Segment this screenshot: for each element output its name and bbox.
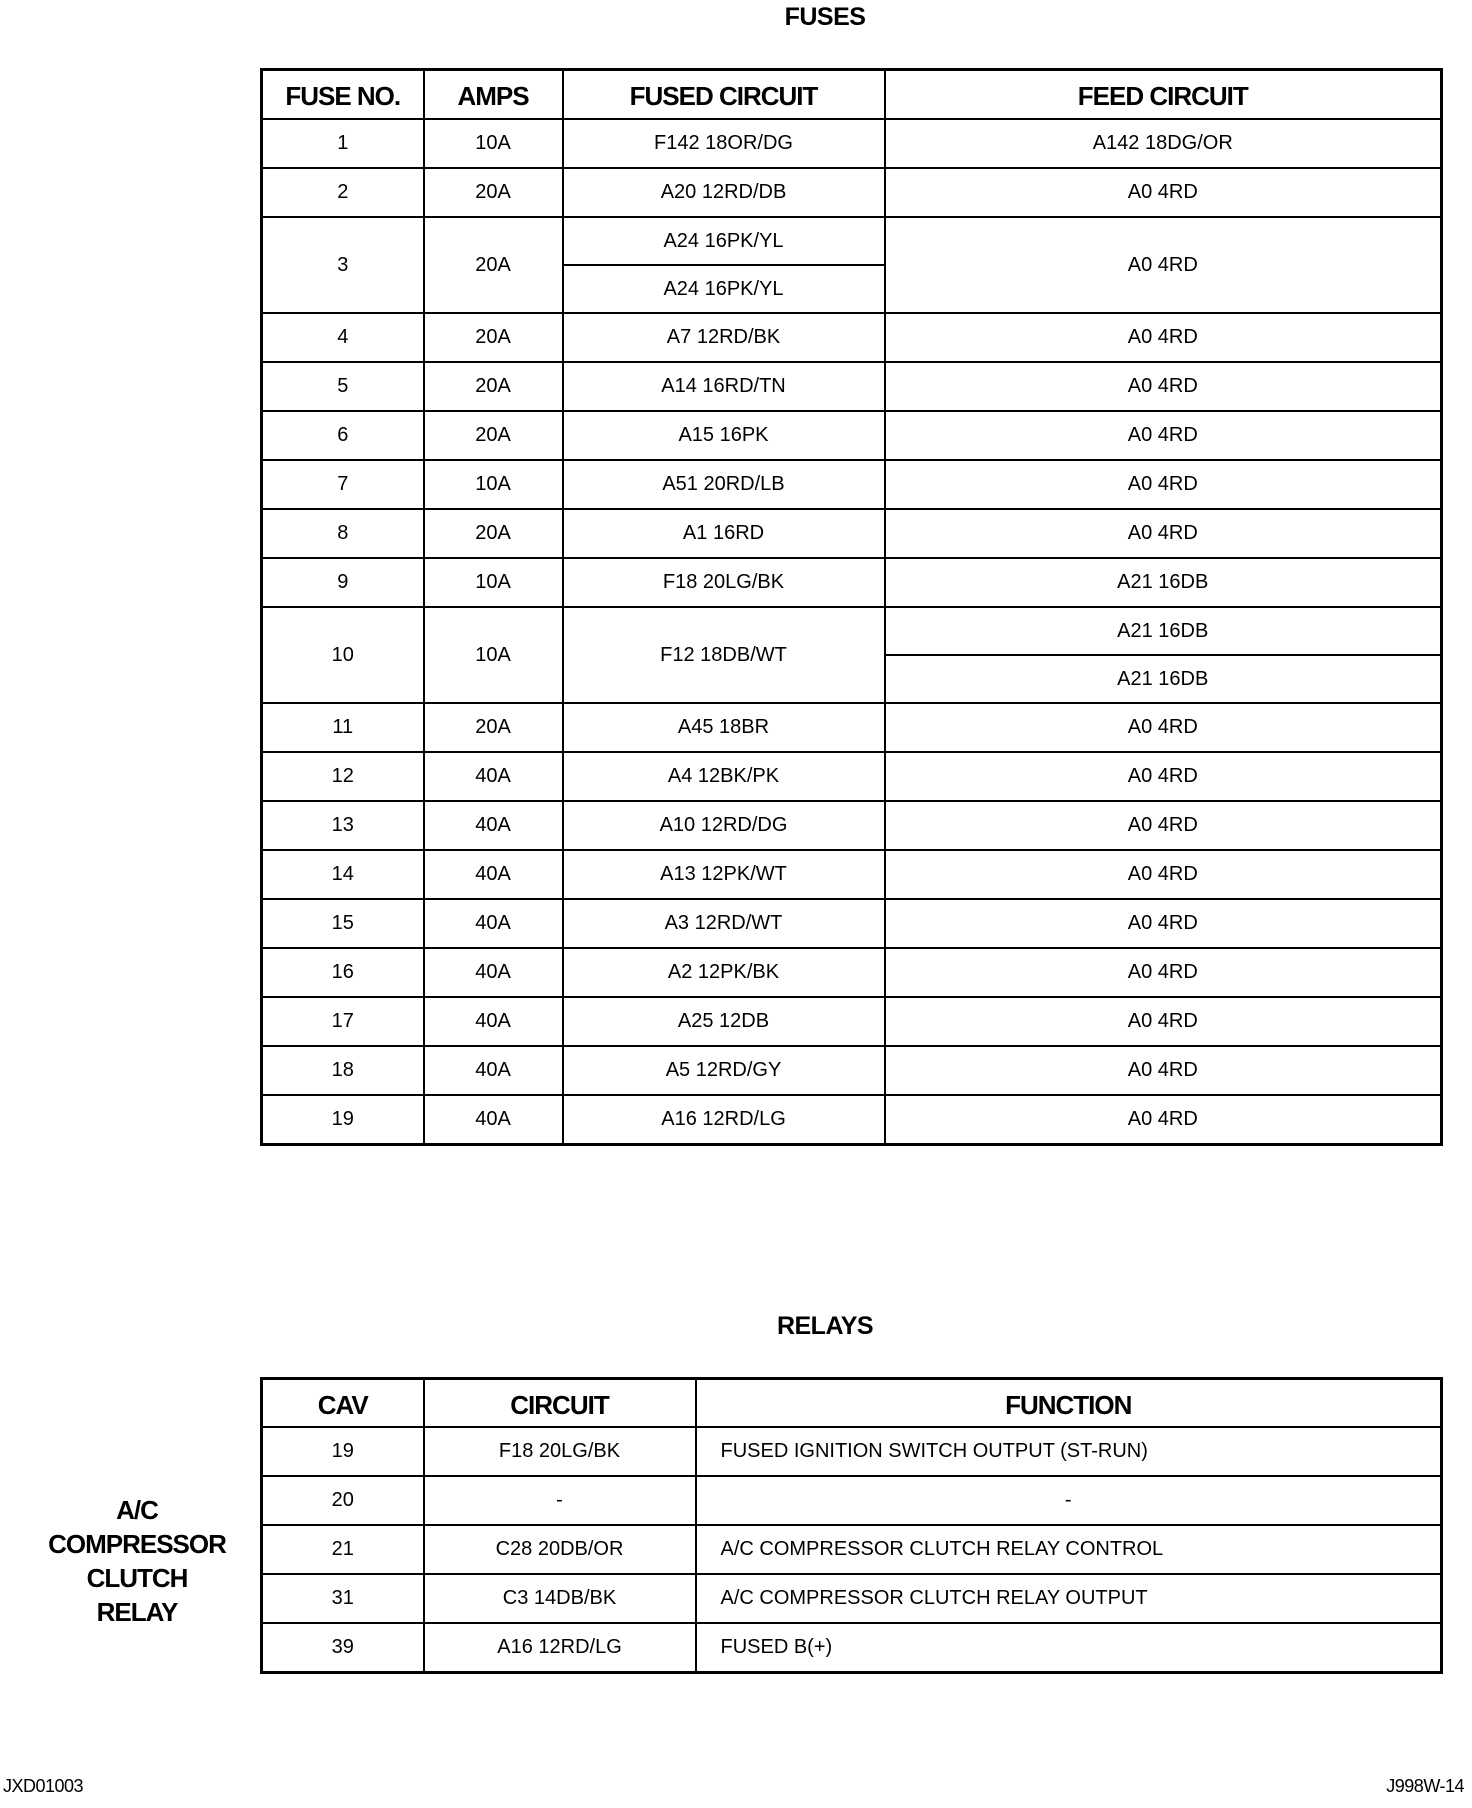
fuse-row — [262, 558, 1442, 607]
fused-circuit: A45 18BR — [563, 703, 885, 752]
fused-circuit: A10 12RD/DG — [563, 801, 885, 850]
relay-circuit: C28 20DB/OR — [424, 1525, 696, 1574]
fused-circuit: A1 16RD — [563, 509, 885, 558]
relay-function: A/C COMPRESSOR CLUTCH RELAY OUTPUT — [696, 1574, 1442, 1623]
fused-circuit: A24 16PK/YL — [563, 265, 885, 313]
fuse-amps: 20A — [424, 509, 563, 558]
relay-cav: 21 — [262, 1525, 424, 1574]
feed-circuit: A0 4RD — [885, 411, 1442, 460]
fuse-row — [262, 752, 1442, 801]
relay-component-label — [42, 1493, 232, 1629]
fuse-row — [262, 313, 1442, 362]
figure-ref-left: JXD01003 — [3, 1776, 84, 1796]
relays-title: RELAYS — [776, 1312, 874, 1340]
fused-circuit: A2 12PK/BK — [563, 948, 885, 997]
relay-circuit: A16 12RD/LG — [424, 1623, 696, 1673]
fuse-row — [262, 509, 1442, 558]
relay-circuit: C3 14DB/BK — [424, 1574, 696, 1623]
feed-circuit: A0 4RD — [885, 1095, 1442, 1145]
header-amps: AMPS — [424, 70, 563, 120]
relay-circuit: F18 20LG/BK — [424, 1427, 696, 1476]
fuse-number: 9 — [262, 558, 424, 607]
fuse-row — [262, 362, 1442, 411]
feed-circuit: A21 16DB — [885, 655, 1442, 703]
fuse-number: 10 — [262, 607, 424, 703]
fuse-number: 5 — [262, 362, 424, 411]
fuses-table — [260, 68, 1443, 1146]
fused-circuit: A3 12RD/WT — [563, 899, 885, 948]
feed-circuit: A0 4RD — [885, 997, 1442, 1046]
feed-circuit: A0 4RD — [885, 1046, 1442, 1095]
fuse-amps: 10A — [424, 607, 563, 703]
fuse-number: 12 — [262, 752, 424, 801]
fuse-row — [262, 801, 1442, 850]
fused-circuit: A14 16RD/TN — [563, 362, 885, 411]
fuse-row — [262, 703, 1442, 752]
fuse-amps: 20A — [424, 362, 563, 411]
fuse-row — [262, 119, 1442, 168]
fuse-number: 19 — [262, 1095, 424, 1145]
relay-function: FUSED IGNITION SWITCH OUTPUT (ST-RUN) — [696, 1427, 1442, 1476]
fused-circuit: A24 16PK/YL — [563, 217, 885, 265]
fuse-amps: 20A — [424, 411, 563, 460]
fuse-row — [262, 217, 1442, 265]
relay-label-line: A/C — [116, 1495, 158, 1525]
fuse-amps: 40A — [424, 1095, 563, 1145]
fuse-row — [262, 168, 1442, 217]
header-cav: CAV — [262, 1379, 424, 1428]
fused-circuit: A5 12RD/GY — [563, 1046, 885, 1095]
feed-circuit: A21 16DB — [885, 607, 1442, 655]
fuse-number: 4 — [262, 313, 424, 362]
relay-function: - — [696, 1476, 1442, 1525]
header-circuit: CIRCUIT — [424, 1379, 696, 1428]
fuse-amps: 20A — [424, 168, 563, 217]
relay-row — [262, 1476, 1442, 1525]
fused-circuit: A7 12RD/BK — [563, 313, 885, 362]
fused-circuit: F18 20LG/BK — [563, 558, 885, 607]
fused-circuit: A51 20RD/LB — [563, 460, 885, 509]
relay-cav: 39 — [262, 1623, 424, 1673]
relay-row — [262, 1427, 1442, 1476]
fuse-number: 7 — [262, 460, 424, 509]
feed-circuit: A0 4RD — [885, 752, 1442, 801]
fused-circuit: A15 16PK — [563, 411, 885, 460]
fuse-number: 6 — [262, 411, 424, 460]
fuse-number: 18 — [262, 1046, 424, 1095]
feed-circuit: A0 4RD — [885, 703, 1442, 752]
fuse-amps: 10A — [424, 460, 563, 509]
feed-circuit: A0 4RD — [885, 168, 1442, 217]
fuse-row — [262, 1095, 1442, 1145]
relay-cav: 31 — [262, 1574, 424, 1623]
fuse-number: 13 — [262, 801, 424, 850]
figure-ref-right: J998W-14 — [1386, 1776, 1464, 1796]
fused-circuit: A16 12RD/LG — [563, 1095, 885, 1145]
fuse-number: 17 — [262, 997, 424, 1046]
fuse-number: 11 — [262, 703, 424, 752]
feed-circuit: A0 4RD — [885, 362, 1442, 411]
fuse-number: 16 — [262, 948, 424, 997]
fuse-row — [262, 850, 1442, 899]
header-feed-circuit: FEED CIRCUIT — [885, 70, 1442, 120]
fuse-number: 3 — [262, 217, 424, 313]
fuses-title: FUSES — [784, 3, 866, 31]
relays-header-row — [262, 1379, 1442, 1428]
feed-circuit: A0 4RD — [885, 217, 1442, 313]
feed-circuit: A0 4RD — [885, 509, 1442, 558]
fuse-amps: 10A — [424, 119, 563, 168]
fuse-row — [262, 899, 1442, 948]
fuse-amps: 20A — [424, 313, 563, 362]
fuse-row — [262, 607, 1442, 655]
relays-body — [262, 1427, 1442, 1673]
fused-circuit: A25 12DB — [563, 997, 885, 1046]
relays-table — [260, 1377, 1443, 1674]
header-fused-circuit: FUSED CIRCUIT — [563, 70, 885, 120]
relay-function: A/C COMPRESSOR CLUTCH RELAY CONTROL — [696, 1525, 1442, 1574]
fuse-row — [262, 997, 1442, 1046]
feed-circuit: A142 18DG/OR — [885, 119, 1442, 168]
fuse-row — [262, 460, 1442, 509]
fuse-row — [262, 411, 1442, 460]
fuse-amps: 20A — [424, 703, 563, 752]
fuses-body — [262, 119, 1442, 1145]
fused-circuit: A20 12RD/DB — [563, 168, 885, 217]
fuse-number: 8 — [262, 509, 424, 558]
fuse-number: 2 — [262, 168, 424, 217]
relay-label-line: COMPRESSOR — [48, 1529, 226, 1559]
fuse-amps: 40A — [424, 997, 563, 1046]
fuse-amps: 40A — [424, 948, 563, 997]
fuse-number: 15 — [262, 899, 424, 948]
fuse-amps: 40A — [424, 801, 563, 850]
feed-circuit: A0 4RD — [885, 948, 1442, 997]
relay-row — [262, 1623, 1442, 1673]
relay-label-line: RELAY — [96, 1597, 178, 1627]
fuse-amps: 40A — [424, 850, 563, 899]
fuse-row — [262, 1046, 1442, 1095]
fuses-header-row — [262, 70, 1442, 120]
feed-circuit: A0 4RD — [885, 850, 1442, 899]
fuse-row — [262, 948, 1442, 997]
fuse-amps: 20A — [424, 217, 563, 313]
feed-circuit: A0 4RD — [885, 801, 1442, 850]
fuse-number: 1 — [262, 119, 424, 168]
feed-circuit: A0 4RD — [885, 460, 1442, 509]
relay-row — [262, 1525, 1442, 1574]
relay-function: FUSED B(+) — [696, 1623, 1442, 1673]
header-function: FUNCTION — [696, 1379, 1442, 1428]
fused-circuit: A13 12PK/WT — [563, 850, 885, 899]
fuse-amps: 40A — [424, 752, 563, 801]
feed-circuit: A21 16DB — [885, 558, 1442, 607]
fuse-amps: 40A — [424, 899, 563, 948]
relay-label-line: CLUTCH — [86, 1563, 188, 1593]
feed-circuit: A0 4RD — [885, 899, 1442, 948]
fuse-amps: 40A — [424, 1046, 563, 1095]
fused-circuit: F12 18DB/WT — [563, 607, 885, 703]
relay-circuit: - — [424, 1476, 696, 1525]
header-fuse-no: FUSE NO. — [262, 70, 424, 120]
feed-circuit: A0 4RD — [885, 313, 1442, 362]
fuse-number: 14 — [262, 850, 424, 899]
relay-row — [262, 1574, 1442, 1623]
fuse-amps: 10A — [424, 558, 563, 607]
relay-cav: 19 — [262, 1427, 424, 1476]
fused-circuit: F142 18OR/DG — [563, 119, 885, 168]
fused-circuit: A4 12BK/PK — [563, 752, 885, 801]
relay-cav: 20 — [262, 1476, 424, 1525]
